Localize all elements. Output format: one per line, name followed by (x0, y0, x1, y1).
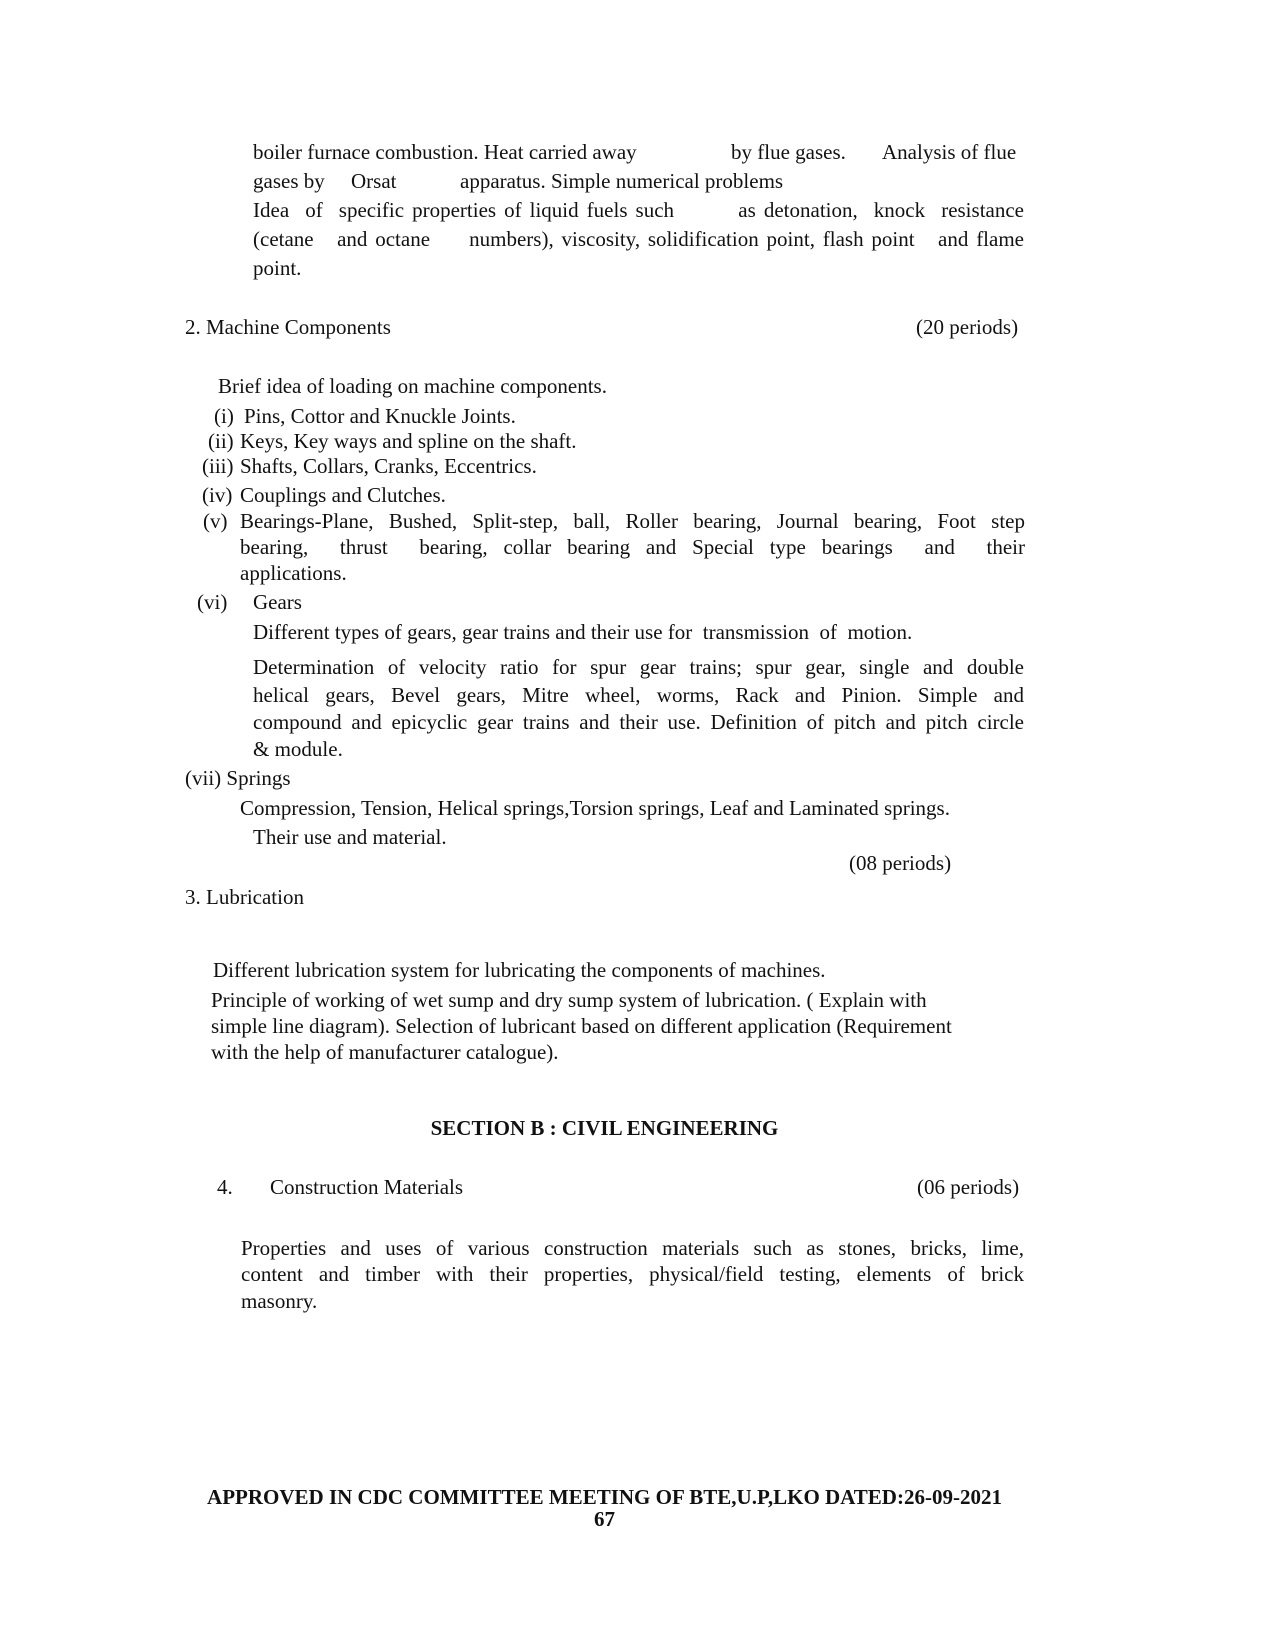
item-vi-paragraph-1: Different types of gears, gear trains and their use for transmission of motion. (253, 620, 913, 644)
intro-line-1a: boiler furnace combustion. Heat carried away (253, 140, 637, 164)
intro-line-4: (cetane and octane numbers), viscosity, solidification point, flash point and flame (253, 227, 1024, 251)
section-4-paragraph-line-1: Properties and uses of various construction materials such as stones, bricks, lime, (241, 1236, 1024, 1260)
intro-line-2a: gases by (253, 169, 325, 193)
intro-line-5: point. (253, 256, 302, 280)
item-vii-label: (vii) Springs (185, 766, 291, 790)
item-vi-paragraph-2-line-4: & module. (253, 737, 343, 761)
item-vi-paragraph-2-line-1: Determination of velocity ratio for spur gear trains; spur gear, single and double (253, 655, 1024, 679)
section-3-periods: (08 periods) (849, 851, 952, 875)
item-vi-number: (vi) (197, 590, 228, 614)
section-2-periods: (20 periods) (916, 315, 1019, 339)
item-ii-text: Keys, Key ways and spline on the shaft. (240, 429, 577, 453)
section-4-paragraph-line-2: content and timber with their properties, physical/field testing, elements of brick (241, 1262, 1024, 1286)
item-i-text: Pins, Cottor and Knuckle Joints. (244, 404, 516, 428)
item-v-line-1: Bearings-Plane, Bushed, Split-step, ball, Roller bearing, Journal bearing, Foot step (240, 509, 1025, 533)
section-3-title: 3. Lubrication (185, 885, 304, 909)
intro-line-1b: by flue gases. (731, 140, 846, 164)
page-number: 67 (594, 1507, 615, 1531)
item-iii-text: Shafts, Collars, Cranks, Eccentrics. (240, 454, 537, 478)
footer-approval: APPROVED IN CDC COMMITTEE MEETING OF BTE,U.P,LKO DATED:26-09-2021 (207, 1485, 1002, 1509)
section-4-title: Construction Materials (270, 1175, 464, 1199)
item-iv-text: Couplings and Clutches. (240, 483, 446, 507)
section-4-number: 4. (217, 1175, 233, 1199)
section-b-heading: SECTION B : CIVIL ENGINEERING (430, 1116, 779, 1140)
section-2-brief: Brief idea of loading on machine components. (218, 374, 607, 398)
item-v-line-3: applications. (240, 561, 347, 585)
item-iv-number: (iv) (202, 483, 233, 507)
item-ii-number: (ii) (208, 429, 234, 453)
intro-line-2c: apparatus. Simple numerical problems (460, 169, 784, 193)
section-3-paragraph-2-line-2: simple line diagram). Selection of lubricant based on different application (Requirement (211, 1014, 952, 1038)
intro-line-2b: Orsat (351, 169, 397, 193)
section-4-paragraph-line-3: masonry. (241, 1289, 318, 1313)
item-vii-paragraph-1: Compression, Tension, Helical springs,Torsion springs, Leaf and Laminated springs. (240, 796, 950, 820)
item-vi-paragraph-2-line-3: compound and epicyclic gear trains and their use. Definition of pitch and pitch circle (253, 710, 1024, 734)
item-vi-title: Gears (253, 590, 302, 614)
section-4-periods: (06 periods) (917, 1175, 1020, 1199)
section-3-paragraph-2-line-3: with the help of manufacturer catalogue). (211, 1040, 559, 1064)
intro-line-3: Idea of specific properties of liquid fuels such as detonation, knock resistance (253, 198, 1024, 222)
item-vii-paragraph-2: Their use and material. (253, 825, 447, 849)
item-i-number: (i) (214, 404, 234, 428)
section-3-paragraph-1: Different lubrication system for lubricating the components of machines. (213, 958, 826, 982)
section-3-paragraph-2-line-1: Principle of working of wet sump and dry sump system of lubrication. ( Explain with (211, 988, 927, 1012)
intro-line-1c: Analysis of flue (882, 140, 1017, 164)
item-iii-number: (iii) (202, 454, 234, 478)
section-2-title: 2. Machine Components (185, 315, 391, 339)
item-v-line-2: bearing, thrust bearing, collar bearing and Special type bearings and their (240, 535, 1025, 559)
item-vi-paragraph-2-line-2: helical gears, Bevel gears, Mitre wheel, worms, Rack and Pinion. Simple and (253, 683, 1024, 707)
item-v-number: (v) (203, 509, 228, 533)
